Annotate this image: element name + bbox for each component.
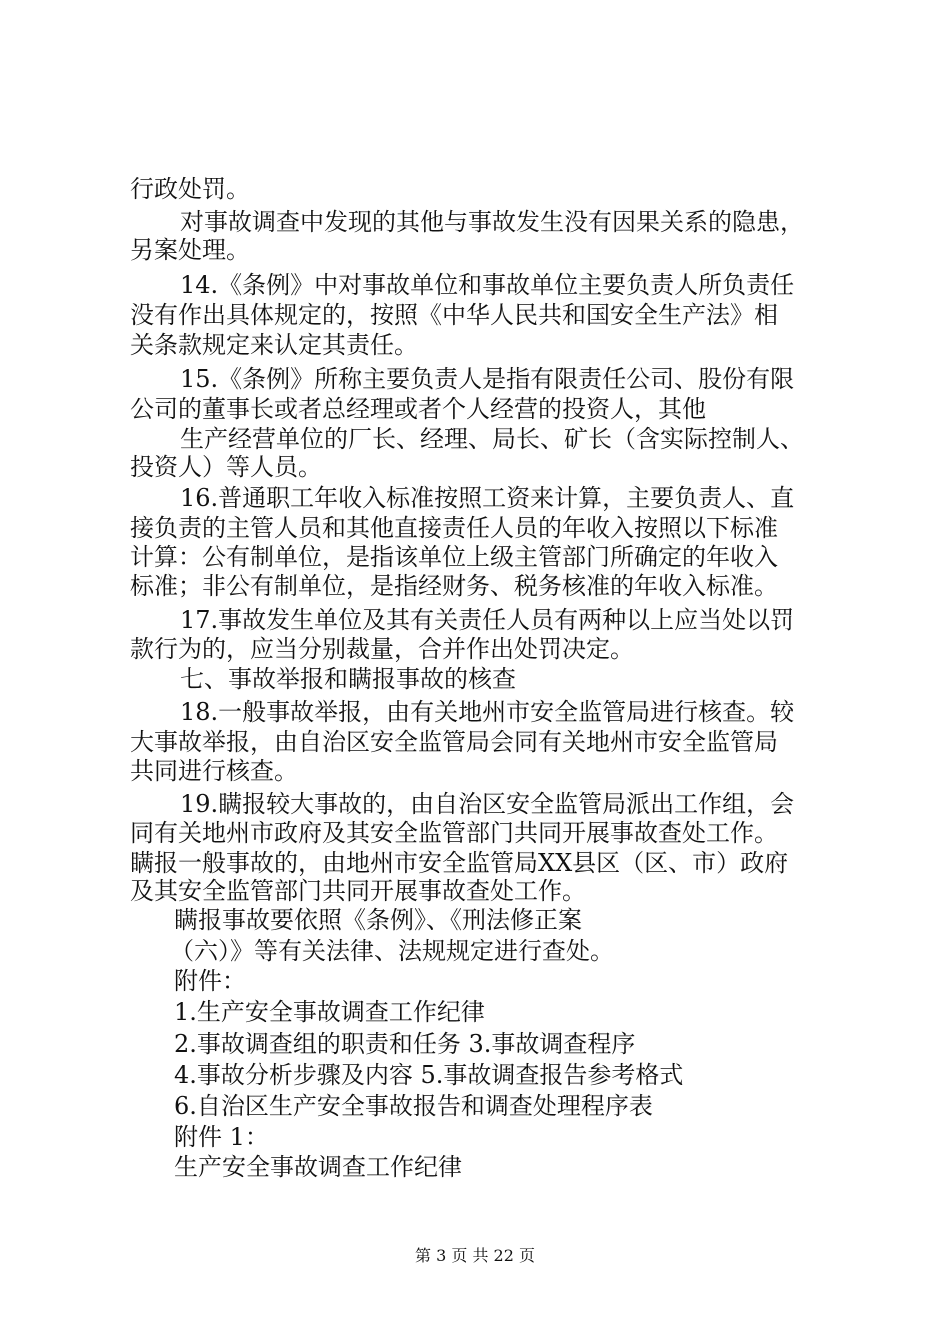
page-number-footer: 第 3 页 共 22 页 (415, 1246, 535, 1265)
text-line: （六）》等有关法律、法规规定进行查处。 (170, 937, 614, 965)
text-line: 款行为的，应当分别裁量，合并作出处罚决定。 (130, 635, 634, 663)
text-line: 共同进行核查。 (130, 757, 298, 785)
text-line: 15.《条例》所称主要负责人是指有限责任公司、股份有限 (180, 365, 795, 393)
section-heading: 七、事故举报和瞒报事故的核查 (180, 665, 516, 693)
attachment-item: 4.事故分析步骤及内容 5.事故调查报告参考格式 (174, 1061, 684, 1089)
text-line: 没有作出具体规定的，按照《中华人民共和国安全生产法》相 (130, 301, 778, 329)
text-line: 接负责的主管人员和其他直接责任人员的年收入按照以下标准 (130, 514, 778, 542)
text-line: 瞒报事故要依照《条例》、《刑法修正案 (174, 906, 582, 934)
text-line: 及其安全监管部门共同开展事故查处工作。 (130, 877, 586, 905)
attachment-label: 附件 1： (174, 1123, 269, 1151)
text-line: 16.普通职工年收入标准按照工资来计算，主要负责人、直 (180, 484, 795, 512)
text-line: 公司的董事长或者总经理或者个人经营的投资人，其他 (130, 395, 706, 423)
text-line: 另案处理。 (130, 236, 250, 264)
text-line: 14.《条例》中对事故单位和事故单位主要负责人所负责任 (180, 271, 795, 299)
attachment-item: 6.自治区生产安全事故报告和调查处理程序表 (174, 1092, 653, 1120)
text-line: 生产经营单位的厂长、经理、局长、矿长（含实际控制人、 (180, 425, 804, 453)
text-line: 计算：公有制单位，是指该单位上级主管部门所确定的年收入 (130, 543, 778, 571)
text-line: 对事故调查中发现的其他与事故发生没有因果关系的隐患， (180, 208, 804, 236)
text-line: 标准；非公有制单位，是指经财务、税务核准的年收入标准。 (130, 572, 778, 600)
text-line: 投资人）等人员。 (130, 453, 322, 481)
text-line: 17.事故发生单位及其有关责任人员有两种以上应当处以罚 (180, 606, 795, 634)
attachment-item: 2.事故调查组的职责和任务 3.事故调查程序 (174, 1030, 636, 1058)
attachment-heading: 附件： (174, 967, 246, 995)
text-line: 18.一般事故举报，由有关地州市安全监管局进行核查。较 (180, 698, 795, 726)
text-line: 同有关地州市政府及其安全监管部门共同开展事故查处工作。 (130, 819, 778, 847)
text-line: 19.瞒报较大事故的，由自治区安全监管局派出工作组，会 (180, 790, 795, 818)
text-line: 行政处罚。 (130, 175, 250, 203)
text-line: 瞒报一般事故的，由地州市安全监管局XX县区（区、市）政府 (130, 849, 789, 877)
text-line: 关条款规定来认定其责任。 (130, 331, 418, 359)
attachment-item: 1.生产安全事故调查工作纪律 (174, 998, 485, 1026)
attachment-title: 生产安全事故调查工作纪律 (174, 1153, 462, 1181)
text-line: 大事故举报，由自治区安全监管局会同有关地州市安全监管局 (130, 728, 778, 756)
